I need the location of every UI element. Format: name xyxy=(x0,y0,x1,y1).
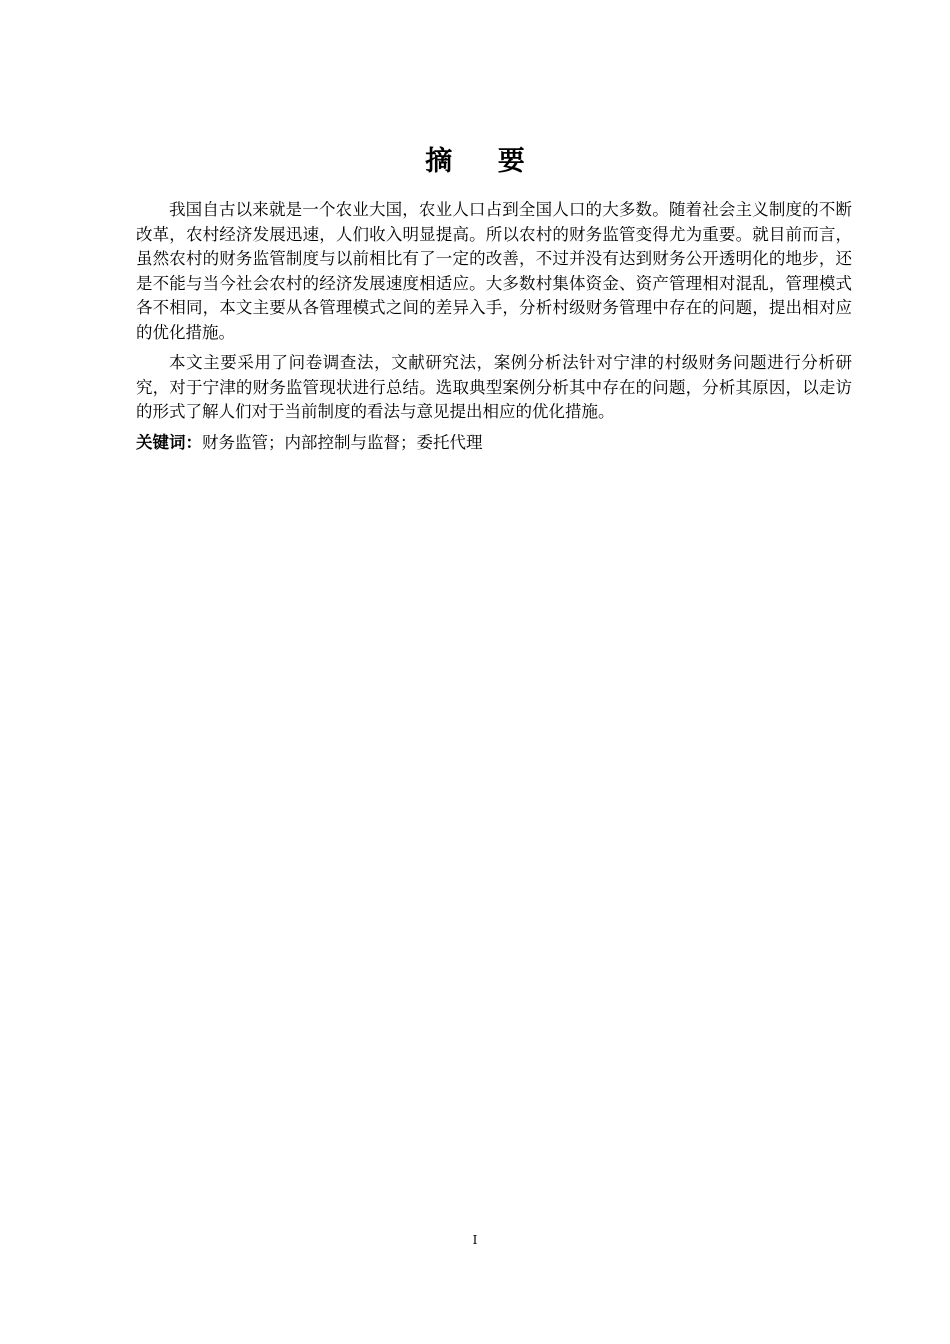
keywords-text: 财务监管；内部控制与监督；委托代理 xyxy=(202,432,483,452)
keywords-line xyxy=(136,431,852,455)
page-number: I xyxy=(472,1233,478,1247)
abstract-paragraph-2: 本文主要采用了问卷调查法，文献研究法，案例分析法针对宁津的村级财务问题进行分析研究，对于宁津的财务监管现状进行总结。选取典型案例分析其中存在的问题，分析其原因，以走访的形式了解人们对于当前制度的看法与意见提出相应的优化措施。 xyxy=(136,353,852,421)
keywords-label: 关键词： xyxy=(136,432,202,452)
abstract-paragraph-1: 我国自古以来就是一个农业大国，农业人口占到全国人口的大多数。随着社会主义制度的不断改革，农村经济发展迅速，人们收入明显提高。所以农村的财务监管变得尤为重要。就目前而言，虽然农村的财务监管制度与以前相比有了一定的改善，不过并没有达到财务公开透明化的地步，还是不能与当今社会农村的经济发展速度相适应。大多数村集体资金、资产管理相对混乱，管理模式各不相同，本文主要从各管理模式之间的差异入手，分析村级财务管理中存在的问题，提出相对应的优化措施。 xyxy=(136,200,852,342)
abstract-body xyxy=(136,198,852,455)
page-title: 摘 要 xyxy=(425,146,543,177)
